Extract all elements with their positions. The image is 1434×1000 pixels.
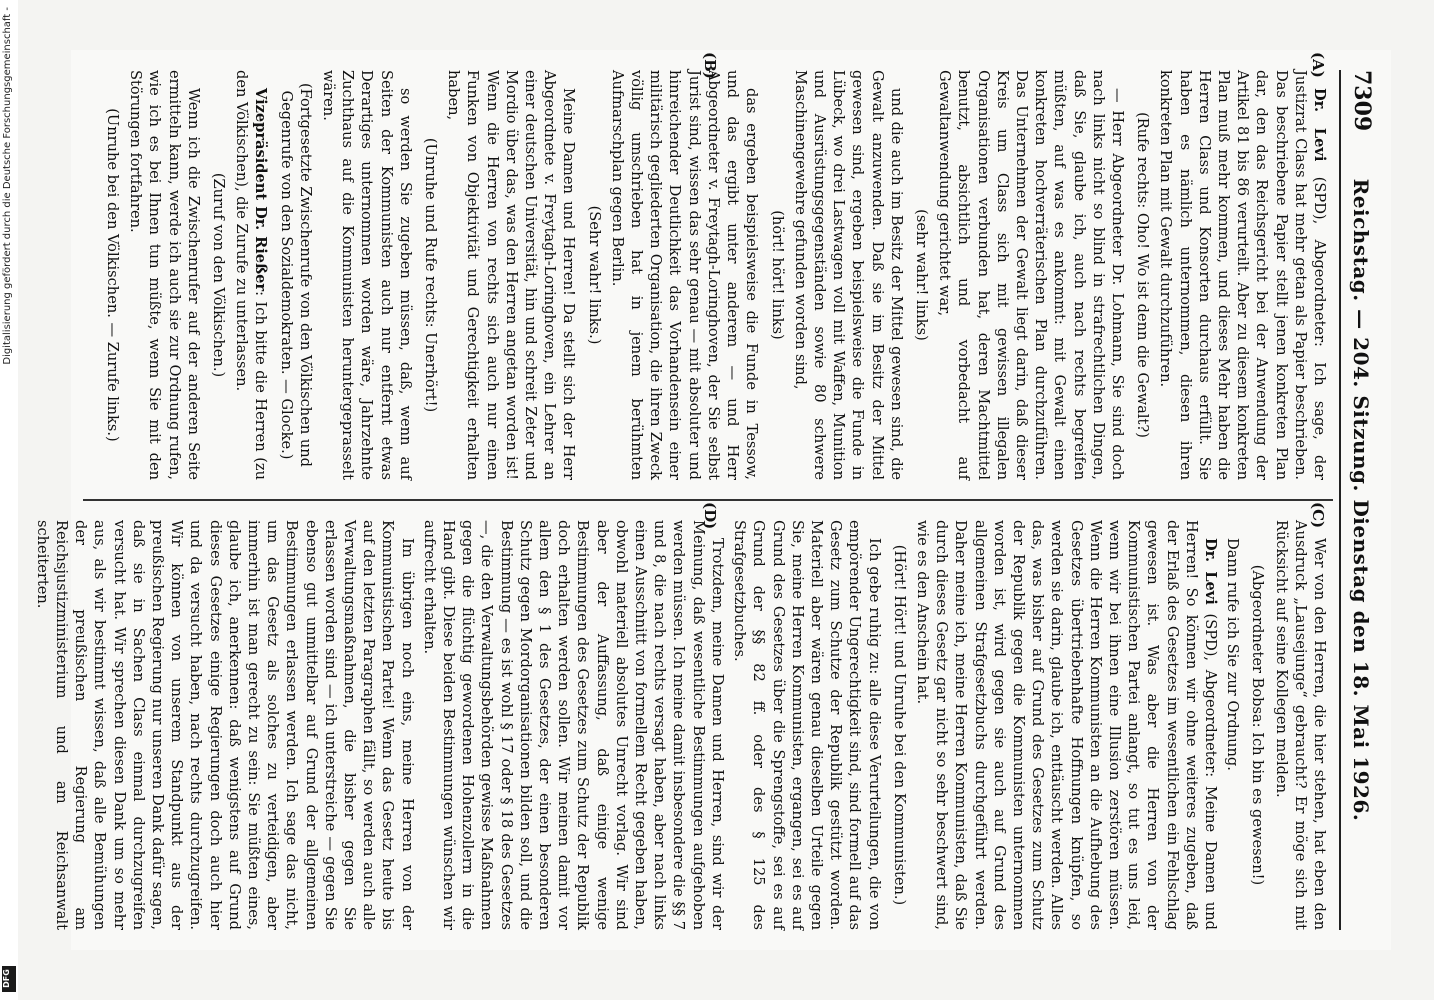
speaker-name: Dr. Levi xyxy=(1201,538,1219,605)
paragraph-text: (SPD), Abgeordneter: Meine Damen und Herren! So können wir ohne weiteres zugeben, daß der Erlaß des Gesetzes im wesentlichen ein Fehlschlag gewesen ist. Was aber die Herren von der Kommunistischen Partei anlangt, so tut es uns leid, wenn wir bei ihnen eine Illusion zerstören müssen. Wenn die Herren Kommunisten an die Aufhebung des Gesetzes übertriebenhafte Hoffnungen knüpfen, so werden sie darin, glaube ich, enttäuscht werden. Alles das, was bisher auf Grund des Gesetzes zum Schutz der Republik gegen die Kommunisten unternommen worden ist, wird gegen sie auch auf Grund des allgemeinen Strafgesetzbuchs durchgeführt werden. Daher meine ich, meine Herren Kommunisten, daß Sie durch dieses Gesetz gar nicht so sehr beschwert sind, wie es den Anschein hat. xyxy=(913,520,1219,930)
paragraph-text: das ergeben beispielsweise die Funde in Tessow, und das ergibt unter anderem — und Herr Abgeordneter v. Freytagh-Loringhoven, der Sie selbst Jurist sind, wissen das sehr genau — mit absoluter und hinreichender Deutlichkeit das Vorhandensein einer militärisch gegliederten Organisation, die ihren Zweck völlig umschrieben hat in jenem berühmten Aufmarschplan gegen Berlin. xyxy=(608,70,761,480)
interjection: (Unruhe und Rufe rechts: Unerhört!) xyxy=(422,137,440,413)
header-rule xyxy=(1339,70,1341,930)
interjection: (Hört! Hört! und Unruhe bei den Kommunisten.) xyxy=(890,544,908,906)
left-column xyxy=(97,70,1329,480)
document-page xyxy=(33,50,1391,950)
interjection: (Unruhe bei den Völkischen. — Zurufe links.) xyxy=(104,108,122,442)
paragraph-text: Meine Damen und Herren! Da stellt sich der Herr Abgeordnete v. Freytagh-Loringhoven, ein Lehrer an einer deutschen Universität, hin und schreit Zeter und Mordio über das, was den Herren angetan worden ist! Wenn die Herren von rechts sich auch nur einen Funken von Objektivität und Gerechtigkeit erhalten haben, xyxy=(445,70,578,480)
paragraph-text: Wenn ich die Zwischenrufer auf der anderen Seite ermitteln kann, werde ich auch sie zur Ordnung rufen, wie ich es bei Ihnen tun müßte, wenn Sie mit den Störungen fortfahren. xyxy=(127,70,202,480)
interjection: (Fortgesetzte Zwischenrufe von den Völkischen und Gegenrufe von den Sozialdemokraten. — Glocke.) xyxy=(277,82,314,468)
paragraph-text: : Ich bitte die Herren (zu den Völkischen), die Zurufe zu unterlassen. xyxy=(233,70,270,480)
paragraph xyxy=(444,70,578,480)
paragraph xyxy=(1271,520,1329,930)
interjection: (Rufe rechts: Oho! Wo ist denn die Gewalt?) xyxy=(1134,112,1152,438)
paragraph xyxy=(319,70,415,480)
running-title: Reichstag. — 204. Sitzung. Dienstag den 18. Mai 1926. xyxy=(1349,178,1373,822)
speaker-name: Vizepräsident Dr. Rießer xyxy=(252,88,270,292)
paragraph-text: Trotzdem, meine Damen und Herren, sind wir der Meinung, daß wesentliche Bestimmungen aufgehoben werden müssen. Ich meine damit insbesondere die §§ 7 und 8, die nach rechts versagt haben, aber nach links einen Ausschnitt von formellem Recht gegeben haben, obwohl materiell absolutes Unrecht vorlag. Wir sind aber der Auffassung, daß einige wenige Bestimmungen des Gesetzes zum Schutz der Republik doch erhalten werden sollen. Wir meinen damit vor allem den § 1 des Gesetzes, der einen besonderen Schutz gegen Mordorganisationen bilden soll, und die Bestimmung — es ist wohl § 17 oder § 18 des Gesetzes —, die den Verwaltungsbehörden gewisse Maßnahmen gegen die flüchtig gewordenen Hohenzollern in die Hand gibt. Diese beiden Bestimmungen wünschen wir aufrecht erhalten. xyxy=(420,520,726,930)
margin-mark-a: (A) xyxy=(1309,52,1327,78)
paragraph xyxy=(420,520,727,930)
paragraph-text: und die auch im Besitz der Mittel gewesen sind, die Gewalt anzuwenden. Daß sie im Besitz der Mittel gewesen sind, ergeben beispielsweise die Funde in Lübeck, wo drei Lastwagen voll mit Waffen, Munition und Ausrüstungsgegenständen sowie 80 schwere Maschinengewehre gefunden worden sind, xyxy=(791,70,905,480)
paragraph xyxy=(33,520,417,930)
paragraph-text: Dann rufe ich Sie zur Ordnung. xyxy=(1224,538,1242,771)
paragraph xyxy=(1223,520,1242,930)
paragraph-text: so werden Sie zugeben müssen, daß, wenn auf Seiten der Kommunisten auch nur entfernt etwas Derartiges unternommen worden wäre, Jahrzehnte Zuchthaus auf die Kommunisten heruntergeprasselt wären. xyxy=(320,70,414,480)
margin-mark-d: (D) xyxy=(701,502,719,530)
paragraph xyxy=(730,520,884,930)
paragraph xyxy=(935,70,1127,480)
paragraph xyxy=(913,520,1220,930)
paragraph xyxy=(126,70,203,480)
page-header xyxy=(1347,70,1381,930)
credit-text: Digitalisierung gefördert durch die Deutsche Forschungsgemeinschaft - xyxy=(2,7,13,365)
interjection: (sehr wahr! links) xyxy=(912,209,930,341)
paragraph xyxy=(1156,70,1329,480)
interjection: (Zuruf von den Völkischen.) xyxy=(210,172,228,378)
margin-mark-b: (B) xyxy=(701,52,719,79)
right-column xyxy=(30,520,1329,930)
paragraph-text: (SPD), Abgeordneter: Ich sage, der Justizrat Class hat mehr getan als Papier beschrieben. Das beschriebene Papier stellt jenen konkreten Plan dar, den das Reichsgericht bei der Anwendung der Artikel 81 bis 86 verurteilt. Aber zu diesem konkreten Plan muß mehr kommen, und dieses Mehr haben die Herren Class und Konsorten durchaus erfüllt. Sie haben es nämlich unternommen, diesen ihren konkreten Plan mit Gewalt durchzuführen. xyxy=(1157,70,1328,480)
paragraph-text: — Herr Abgeordneter Dr. Lohmann, Sie sind doch nach links nicht so blind in strafrechtlichen Dingen, daß Sie, glaube ich, auch nach rechts begreifen müßten, auf was es ankommt: mit Gewalt einen konkreten hochverräterischen Plan durchzuführen. Das Unternehmen der Gewalt liegt darin, daß dieser Kreis um Class sich mit gewissen illegalen Organisationen verbunden hat, deren Machtmittel benutzt, absichtlich und vorbedacht auf Gewaltanwendung gerichtet war, xyxy=(936,70,1126,480)
interjection: (hört! hört! links) xyxy=(768,210,786,340)
page-number: 7309 xyxy=(1349,70,1375,132)
margin-mark-c: (C) xyxy=(1309,502,1327,529)
paragraph xyxy=(232,70,270,480)
interjection: (Abgeordneter Bobsa: Ich bin es gewesen!) xyxy=(1249,564,1267,886)
paragraph xyxy=(791,70,906,480)
interjection: (Sehr wahr! links.) xyxy=(585,205,603,345)
paragraph-text: Im übrigen noch eins, meine Herren von der Kommunistischen Partei! Wenn das Gesetz heute bis auf den letzten Paragraphen fällt, so werden auch alle Verwaltungsmaßnahmen, die bisher gegen Sie erlassen worden sind — ich unterstreiche — gegen Sie ebenso gut unmittelbar auf Grund der allgemeinen Bestimmungen erlassen werden. Ich sage das nicht, um das Gesetz als solches zu verteidigen, aber immerhin ist man gerecht zu sein: Sie müßten eines, glaube ich, anerkennen: daß wenigstens auf Grund dieses Gesetzes einige Regierungen doch auch hier und da versucht haben, nach rechts durchzugreifen. Wir können von unserem Standpunkt aus der preußischen Regierung nur unseren Dank dafür sagen, daß sie in Sachen Class einmal durchzugreifen versucht hat. Wir sprechen diesen Dank um so mehr aus, als wir bestimmt wissen, daß alle Bemühungen der preußischen Regierung am Reichsjustizministerium und am Reichsanwalt scheiterten. xyxy=(33,520,416,930)
digitization-credit xyxy=(0,0,18,1000)
column-divider xyxy=(83,499,1333,501)
dfg-logo-icon: DFG xyxy=(2,966,16,992)
paragraph-text: Wer von den Herren, die hier stehen, hat eben den Ausdruck „Lausejunge“ gebraucht? Er möge sich mit Rücksicht auf seine Kollegen melden. xyxy=(1272,520,1328,930)
paragraph-text: Ich gebe ruhig zu: alle diese Verurteilungen, die von empörender Ungerechtigkeit sind, sind formell auf das Gesetz zum Schutze der Republik gestützt worden. Materiell aber wären genau dieselben Urteile gegen Sie, meine Herren Kommunisten, ergangen, sei es auf Grund des Gesetzes über die Sprengstoffe, sei es auf Grund der §§ 82 ff. oder des § 125 des Strafgesetzbuches. xyxy=(731,520,883,930)
paragraph xyxy=(608,70,762,480)
speaker-name: Dr. Levi xyxy=(1311,88,1328,162)
